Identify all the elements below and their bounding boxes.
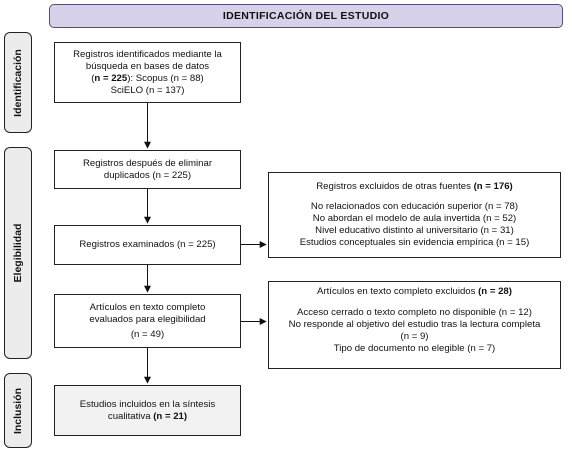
text-line: Registros examinados (n = 225) [79, 239, 216, 250]
exclusion-reason: No responde al objetivo del estudio tras la lectura completa [288, 319, 541, 330]
stage-label-inclusion: Inclusión [12, 387, 24, 434]
text-line: evaluados para elegibilidad [89, 313, 206, 325]
text-fragment: Registros excluidos de otras fuentes [316, 181, 474, 192]
text-line: SciELO (n = 137) [110, 84, 185, 96]
text-line: (n = 49) [130, 328, 165, 340]
text-line: Artículos en texto completo [89, 301, 206, 313]
header-title: IDENTIFICACIÓN DEL ESTUDIO [222, 10, 390, 22]
exclusion-reason: (n = 9) [400, 331, 429, 342]
exclusion-reason: Tipo de documento no elegible (n = 7) [333, 343, 496, 354]
exclusion-reason: Nivel educativo distinto al universitario (n = 31) [315, 225, 514, 236]
exclusion-reason: No relacionados con educación superior (n = 78) [310, 201, 519, 212]
text-line: duplicados (n = 225) [103, 169, 192, 181]
exclusion-reason: No abordan el modelo de aula invertida (n = 52) [312, 213, 517, 224]
text-line: Estudios incluidos en la síntesis [79, 398, 216, 410]
count-bold: (n = 176) [473, 181, 513, 192]
text-line: Registros después de eliminar [82, 157, 213, 169]
text-line: Registros identificados mediante la [73, 48, 222, 60]
stage-label-elegibilidad: Elegibilidad [12, 223, 24, 283]
stage-label-identificacion: Identificación [12, 48, 24, 117]
text-line: búsqueda en bases de datos [85, 60, 210, 72]
count-bold: (n = 28) [478, 286, 512, 297]
text-fragment: cualitativa [107, 410, 154, 422]
text-fragment: ( [91, 72, 95, 84]
text-fragment: ): Scopus (n = 88) [127, 72, 204, 84]
count-bold: n = 225 [94, 72, 128, 84]
exclusion-reason: Acceso cerrado o texto completo no disponible (n = 12) [297, 307, 532, 318]
count-bold: (n = 21) [153, 410, 188, 422]
text-fragment: Artículos en texto completo excluidos [317, 286, 479, 297]
exclusion-reason: Estudios conceptuales sin evidencia empírica (n = 15) [299, 237, 530, 248]
